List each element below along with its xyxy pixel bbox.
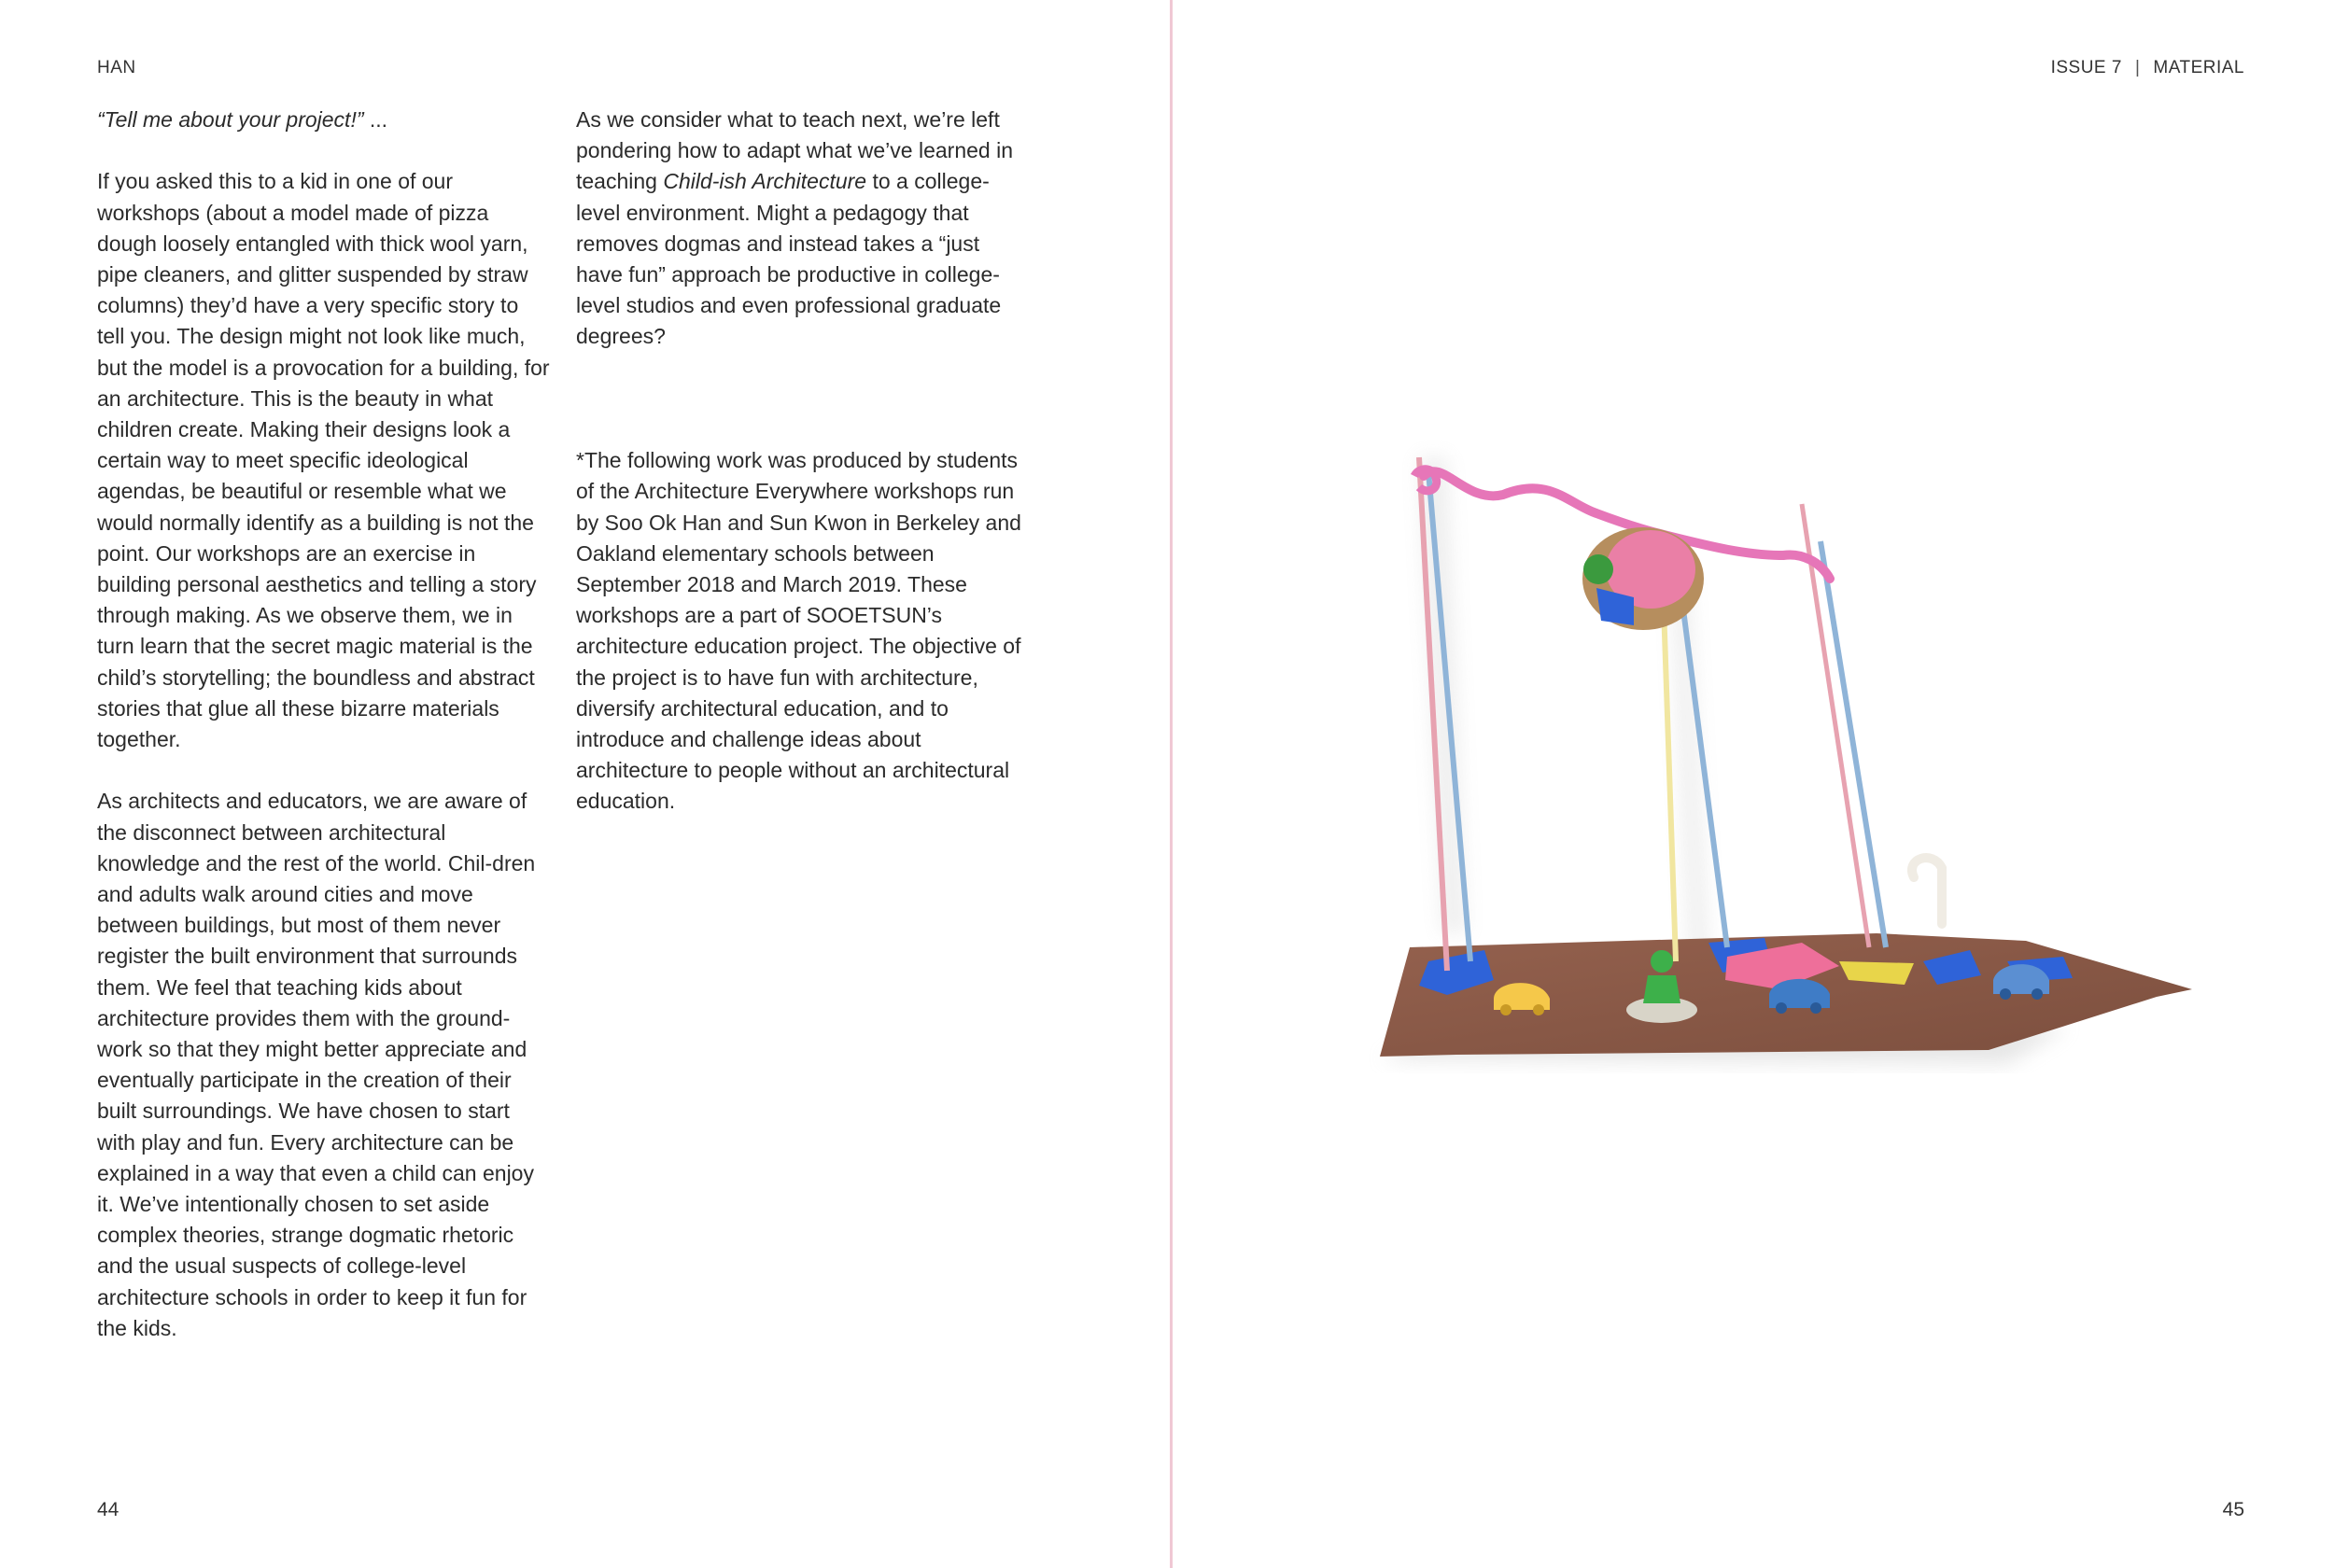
issue-label: ISSUE 7: [2050, 58, 2122, 77]
wire-hook: [1912, 858, 1942, 924]
intro-quote: “Tell me about your project!”: [97, 107, 364, 132]
intro-ellipsis: ...: [363, 107, 388, 132]
running-head-issue: [2051, 58, 2244, 78]
paragraph: If you asked this to a kid in one of our workshops (about a model made of pizza dough loosely entangled with thick wool yarn, pipe cleaners, and glitter suspended by straw columns) they’d have a very specific story to tell you. The design might not look like much, but the model is a provocation for a building, for an architecture. This is the beauty in what children create. Making their designs look a certain way to meet specific ideological agendas, be beautiful or resemble what we would normally identify as a building is not the point. Our workshops are an exercise in building personal aesthetics and telling a story through making. As we observe them, we in turn learn that the secret magic material is the child’s storytelling; the boundless and abstract stories that glue all these bizarre materials together.: [97, 169, 550, 752]
separator: |: [2134, 58, 2141, 77]
section-label: MATERIAL: [2153, 58, 2244, 77]
page-number-left: 44: [97, 1499, 120, 1520]
running-head-author: HAN: [97, 58, 136, 77]
text-column-2: [576, 105, 1031, 818]
text-column-1: [97, 105, 550, 1344]
paragraph: [576, 105, 1031, 353]
intro-line: [97, 105, 550, 135]
paragraph-text: to a college-level environment. Might a pedagogy that removes dogmas and instead takes a “just have fun” approach be productive in college-level studios and even professional graduate degrees?: [576, 169, 1002, 349]
paragraph: As architects and educators, we are aware of the disconnect between architectural knowledge and the rest of the world. Chil-dren and adults walk around cities and move between buildings, but most of them never register the built environment that surrounds them. We feel that teaching kids about architecture provides them with the ground-work so that they might better appreciate and eventually participate in the creation of their built surroundings. We have chosen to start with play and fun. Every architecture can be explained in a way that even a child can enjoy it. We’ve intentionally chosen to set aside complex theories, strange dogmatic rhetoric and the usual suspects of college-level architecture schools in order to keep it fun for the kids.: [97, 789, 536, 1340]
cardboard-disk: [1582, 527, 1704, 630]
model-photo: [1354, 439, 2194, 1073]
italic-title: Child-ish Architecture: [663, 169, 867, 194]
footnote: *The following work was produced by students of the Architecture Everywhere workshops run by Soo Ok Han and Sun Kwon in Berkeley and Oakland elementary schools between September 2018 and March 2019. These workshops are a part of SOOETSUN’s architecture education project. The objective of the project is to have fun with architecture, diversify architectural education, and to introduce and challenge ideas about architecture to people without an architectural education.: [576, 448, 1021, 814]
paragraph-text: As we consider what to teach next, we’re left pondering how to adapt what we’ve learned in teaching: [576, 107, 1013, 194]
page-number-right: 45: [2222, 1499, 2244, 1520]
